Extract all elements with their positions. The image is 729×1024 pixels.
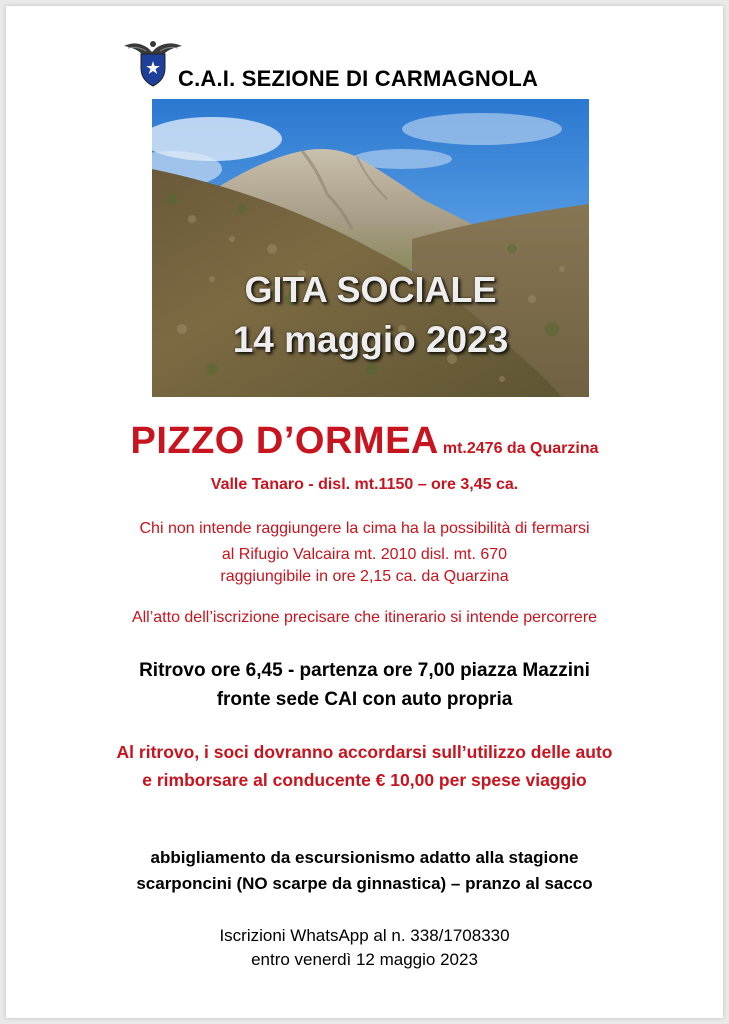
- signup-line-1: Iscrizioni WhatsApp al n. 338/1708330: [219, 926, 510, 945]
- meeting-line-2: fronte sede CAI con auto propria: [216, 689, 513, 710]
- registration-note: All’atto dell’iscrizione precisare che itinerario si intende percorrere: [131, 609, 598, 626]
- equipment-line-1: abbigliamento da escursionismo adatto alla stagione: [150, 848, 579, 867]
- meeting-line-1: Ritrovo ore 6,45 - partenza ore 7,00 piazza Mazzini: [139, 660, 590, 681]
- organization-title: C.A.I. SEZIONE DI CARMAGNOLA: [178, 66, 539, 91]
- cars-line-1: Al ritrovo, i soci dovranno accordarsi sull’utilizzo delle auto: [116, 742, 613, 762]
- equipment-line-2: scarponcini (NO scarpe da ginnastica) – pranzo al sacco: [136, 874, 593, 893]
- cai-eagle-shield-logo: [122, 36, 184, 88]
- hero-title-date: 14 maggio 2023: [232, 319, 509, 360]
- peak-heading: [6, 420, 723, 463]
- hero-title-gita: GITA SOCIALE: [244, 269, 497, 310]
- cars-line-2: e rimborsare al conducente € 10,00 per spese viaggio: [142, 770, 587, 790]
- hero-mountain-photo: [152, 99, 589, 397]
- trip-details: Valle Tanaro - disl. mt.1150 – ore 3,45 ca.: [210, 476, 519, 493]
- peak-altitude: mt.2476 da Quarzina: [442, 440, 599, 457]
- alternative-line-3: raggiungibile in ore 2,15 ca. da Quarzina: [220, 568, 509, 585]
- signup-line-2: entro venerdì 12 maggio 2023: [251, 950, 478, 969]
- alternative-line-2: al Rifugio Valcaira mt. 2010 disl. mt. 670: [221, 546, 508, 563]
- alternative-line-1: Chi non intende raggiungere la cima ha la possibilità di fermarsi: [139, 520, 590, 537]
- peak-name: PIZZO D’ORMEA: [130, 420, 439, 462]
- flyer-sheet: [6, 6, 723, 1018]
